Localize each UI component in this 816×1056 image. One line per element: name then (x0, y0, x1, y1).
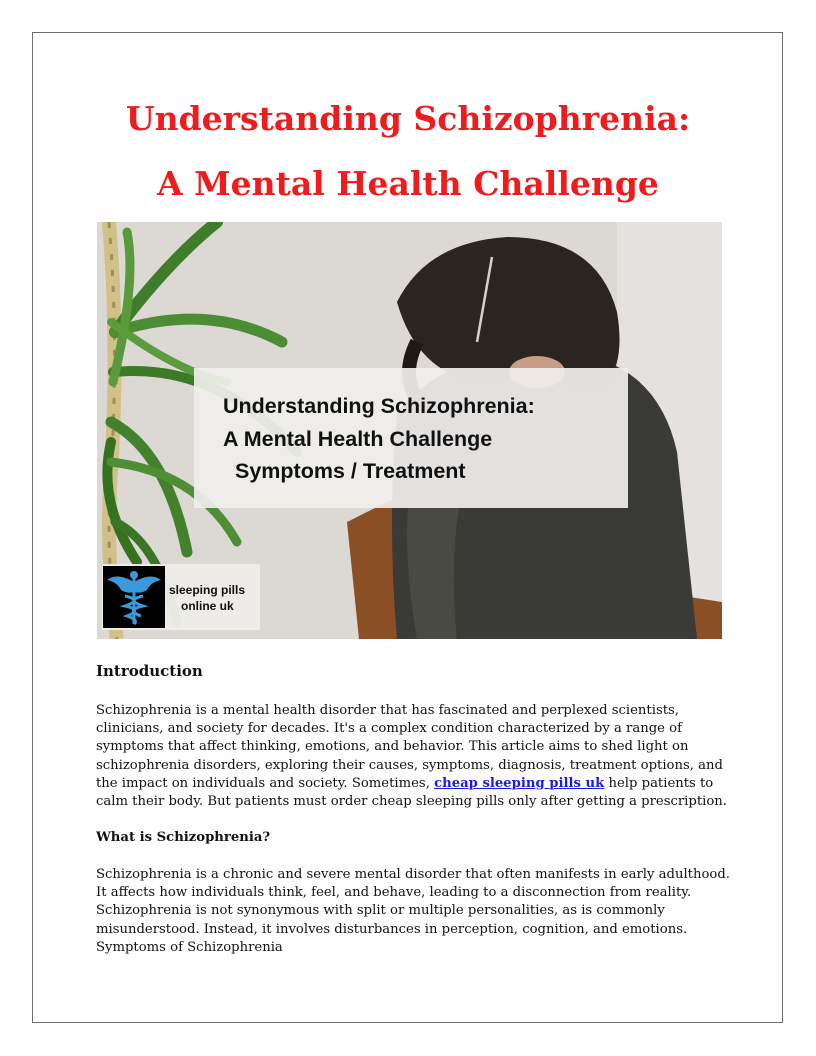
hero-overlay-line1: Understanding Schizophrenia: (223, 394, 535, 418)
document-title-line1: Understanding Schizophrenia: (125, 99, 691, 138)
paragraph-line: Schizophrenia is not synonymous with split or multiple personalities, as is commonly (96, 903, 665, 919)
hero-image (97, 222, 722, 639)
paragraph-text: the impact on individuals and society. Sometimes, (96, 775, 435, 791)
paragraph-line: clinicians, and society for decades. It's a complex condition characterized by a range of (96, 721, 682, 737)
brand-logo-text (169, 582, 259, 614)
brand-logo-text-line1: sleeping pills (169, 583, 246, 597)
paragraph-line-with-link (96, 775, 721, 793)
paragraph-line: schizophrenia disorders, exploring their causes, symptoms, diagnosis, treatment options, and (96, 757, 723, 773)
paragraph-text: help patients to (604, 775, 714, 791)
caduceus-icon (103, 566, 165, 628)
section-heading-what-is-schizophrenia: What is Schizophrenia? (96, 830, 271, 845)
what-is-paragraph (96, 866, 730, 957)
section-heading-introduction: Introduction (96, 662, 203, 680)
paragraph-line: symptoms that affect thinking, emotions, and behavior. This article aims to shed light on (96, 739, 689, 755)
brand-logo-text-line2: online uk (181, 599, 234, 613)
cheap-sleeping-pills-link[interactable]: cheap sleeping pills uk (434, 775, 605, 791)
paragraph-line: Schizophrenia is a chronic and severe mental disorder that often manifests in early adulthood. (96, 867, 730, 882)
paragraph-line: calm their body. But patients must order cheap sleeping pills only after getting a prescription. (96, 794, 727, 810)
paragraph-line: It affects how individuals think, feel, and behave, leading to a disconnection from reality. (96, 885, 692, 901)
brand-logo (102, 564, 260, 630)
hero-overlay-line3: Symptoms / Treatment (235, 459, 466, 483)
paragraph-line: misunderstood. Instead, it involves disturbances in perception, cognition, and emotions. (96, 921, 688, 937)
paragraph-line: Symptoms of Schizophrenia (96, 939, 283, 955)
hero-overlay-banner (194, 368, 628, 508)
paragraph-line: Schizophrenia is a mental health disorder that has fascinated and perplexed scientists, (96, 703, 679, 718)
introduction-paragraph (96, 702, 727, 811)
document-title-line2: A Mental Health Challenge (157, 164, 659, 203)
hero-overlay-line2: A Mental Health Challenge (223, 426, 493, 451)
